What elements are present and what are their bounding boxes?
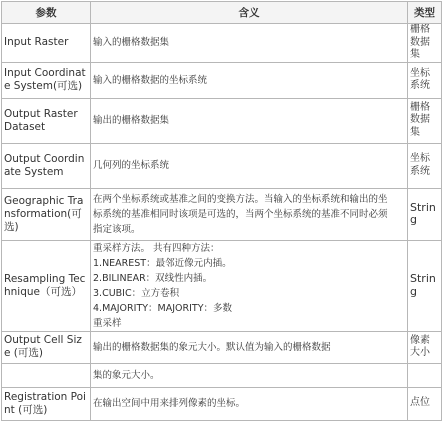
table-row — [2, 62, 442, 98]
param-cell: Geographic Transformation(可选) — [2, 188, 91, 240]
meaning-line: 输入的栅格数据的坐标系统 — [93, 74, 208, 86]
table-row — [2, 387, 442, 420]
meaning-line: 重采样方法。 共有四种方法： — [93, 242, 220, 254]
meaning-line: 在两个坐标系统或基准之间的变换方法。当输入的坐标系统和输出的坐 — [93, 193, 388, 205]
meaning-cell — [91, 240, 408, 331]
meaning-line: 输出的栅格数据集 — [93, 115, 170, 126]
meaning-cell — [91, 188, 408, 240]
meaning-line: 输入的栅格数据集 — [93, 37, 170, 49]
type-cell: 坐标系统 — [408, 62, 442, 98]
meaning-line: 在输出空间中用来排列像素的坐标。 — [93, 398, 246, 409]
param-cell: Input Raster — [2, 24, 91, 63]
table-row — [2, 331, 442, 363]
type-cell: 栅格数据集 — [408, 24, 442, 63]
param-cell: Output Raster Dataset — [2, 98, 91, 143]
type-cell — [408, 363, 442, 387]
meaning-line: 输出的栅格数据集的象元大小。默认值为输入的栅格数据 — [93, 341, 331, 353]
type-cell: String — [408, 188, 442, 240]
meaning-cell — [91, 387, 408, 420]
meaning-cell — [91, 143, 408, 188]
type-cell: 像素大小 — [408, 331, 442, 363]
type-cell: 坐标系统 — [408, 143, 442, 188]
param-cell: Output Coordinate System — [2, 143, 91, 188]
param-cell: Output Cell Size (可选) — [2, 331, 91, 363]
header-type: 类型 — [408, 2, 442, 24]
table-row — [2, 98, 442, 143]
param-cell: Input Coordinate System(可选) — [2, 62, 91, 98]
meaning-line: 2.BILINEAR：双线性内插。 — [93, 272, 213, 284]
header-param: 参数 — [2, 2, 91, 24]
param-cell — [2, 363, 91, 387]
type-cell: String — [408, 240, 442, 331]
meaning-line: 3.CUBIC：立方卷积 — [93, 287, 180, 299]
meaning-cell — [91, 62, 408, 98]
meaning-line: 标系统的基准相同时该项是可选的，当两个坐标系统的基准不同时必须 — [93, 208, 388, 220]
meaning-cell — [91, 331, 408, 363]
meaning-cell — [91, 363, 408, 387]
table-row — [2, 143, 442, 188]
meaning-cell — [91, 98, 408, 143]
type-cell: 栅格数据集 — [408, 98, 442, 143]
meaning-line: 集的象元大小。 — [93, 369, 160, 381]
table-header-row — [2, 2, 442, 24]
meaning-cell — [91, 24, 408, 63]
table-row — [2, 240, 442, 331]
meaning-line: 4.MAJORITY：MAJORITY：多数 — [93, 302, 233, 314]
table-row — [2, 188, 442, 240]
meaning-line: 几何列的坐标系统 — [93, 160, 170, 171]
header-meaning: 含义 — [91, 2, 408, 24]
meaning-line: 重采样 — [93, 317, 122, 329]
table-row — [2, 363, 442, 387]
table-row — [2, 24, 442, 63]
param-cell: Resampling Technique（可选） — [2, 240, 91, 331]
parameter-table — [1, 1, 442, 421]
meaning-line: 指定该项。 — [93, 223, 141, 235]
meaning-line: 1.NEAREST：最邻近像元内插。 — [93, 257, 232, 269]
type-cell: 点位 — [408, 387, 442, 420]
param-cell: Registration Point (可选) — [2, 387, 91, 420]
